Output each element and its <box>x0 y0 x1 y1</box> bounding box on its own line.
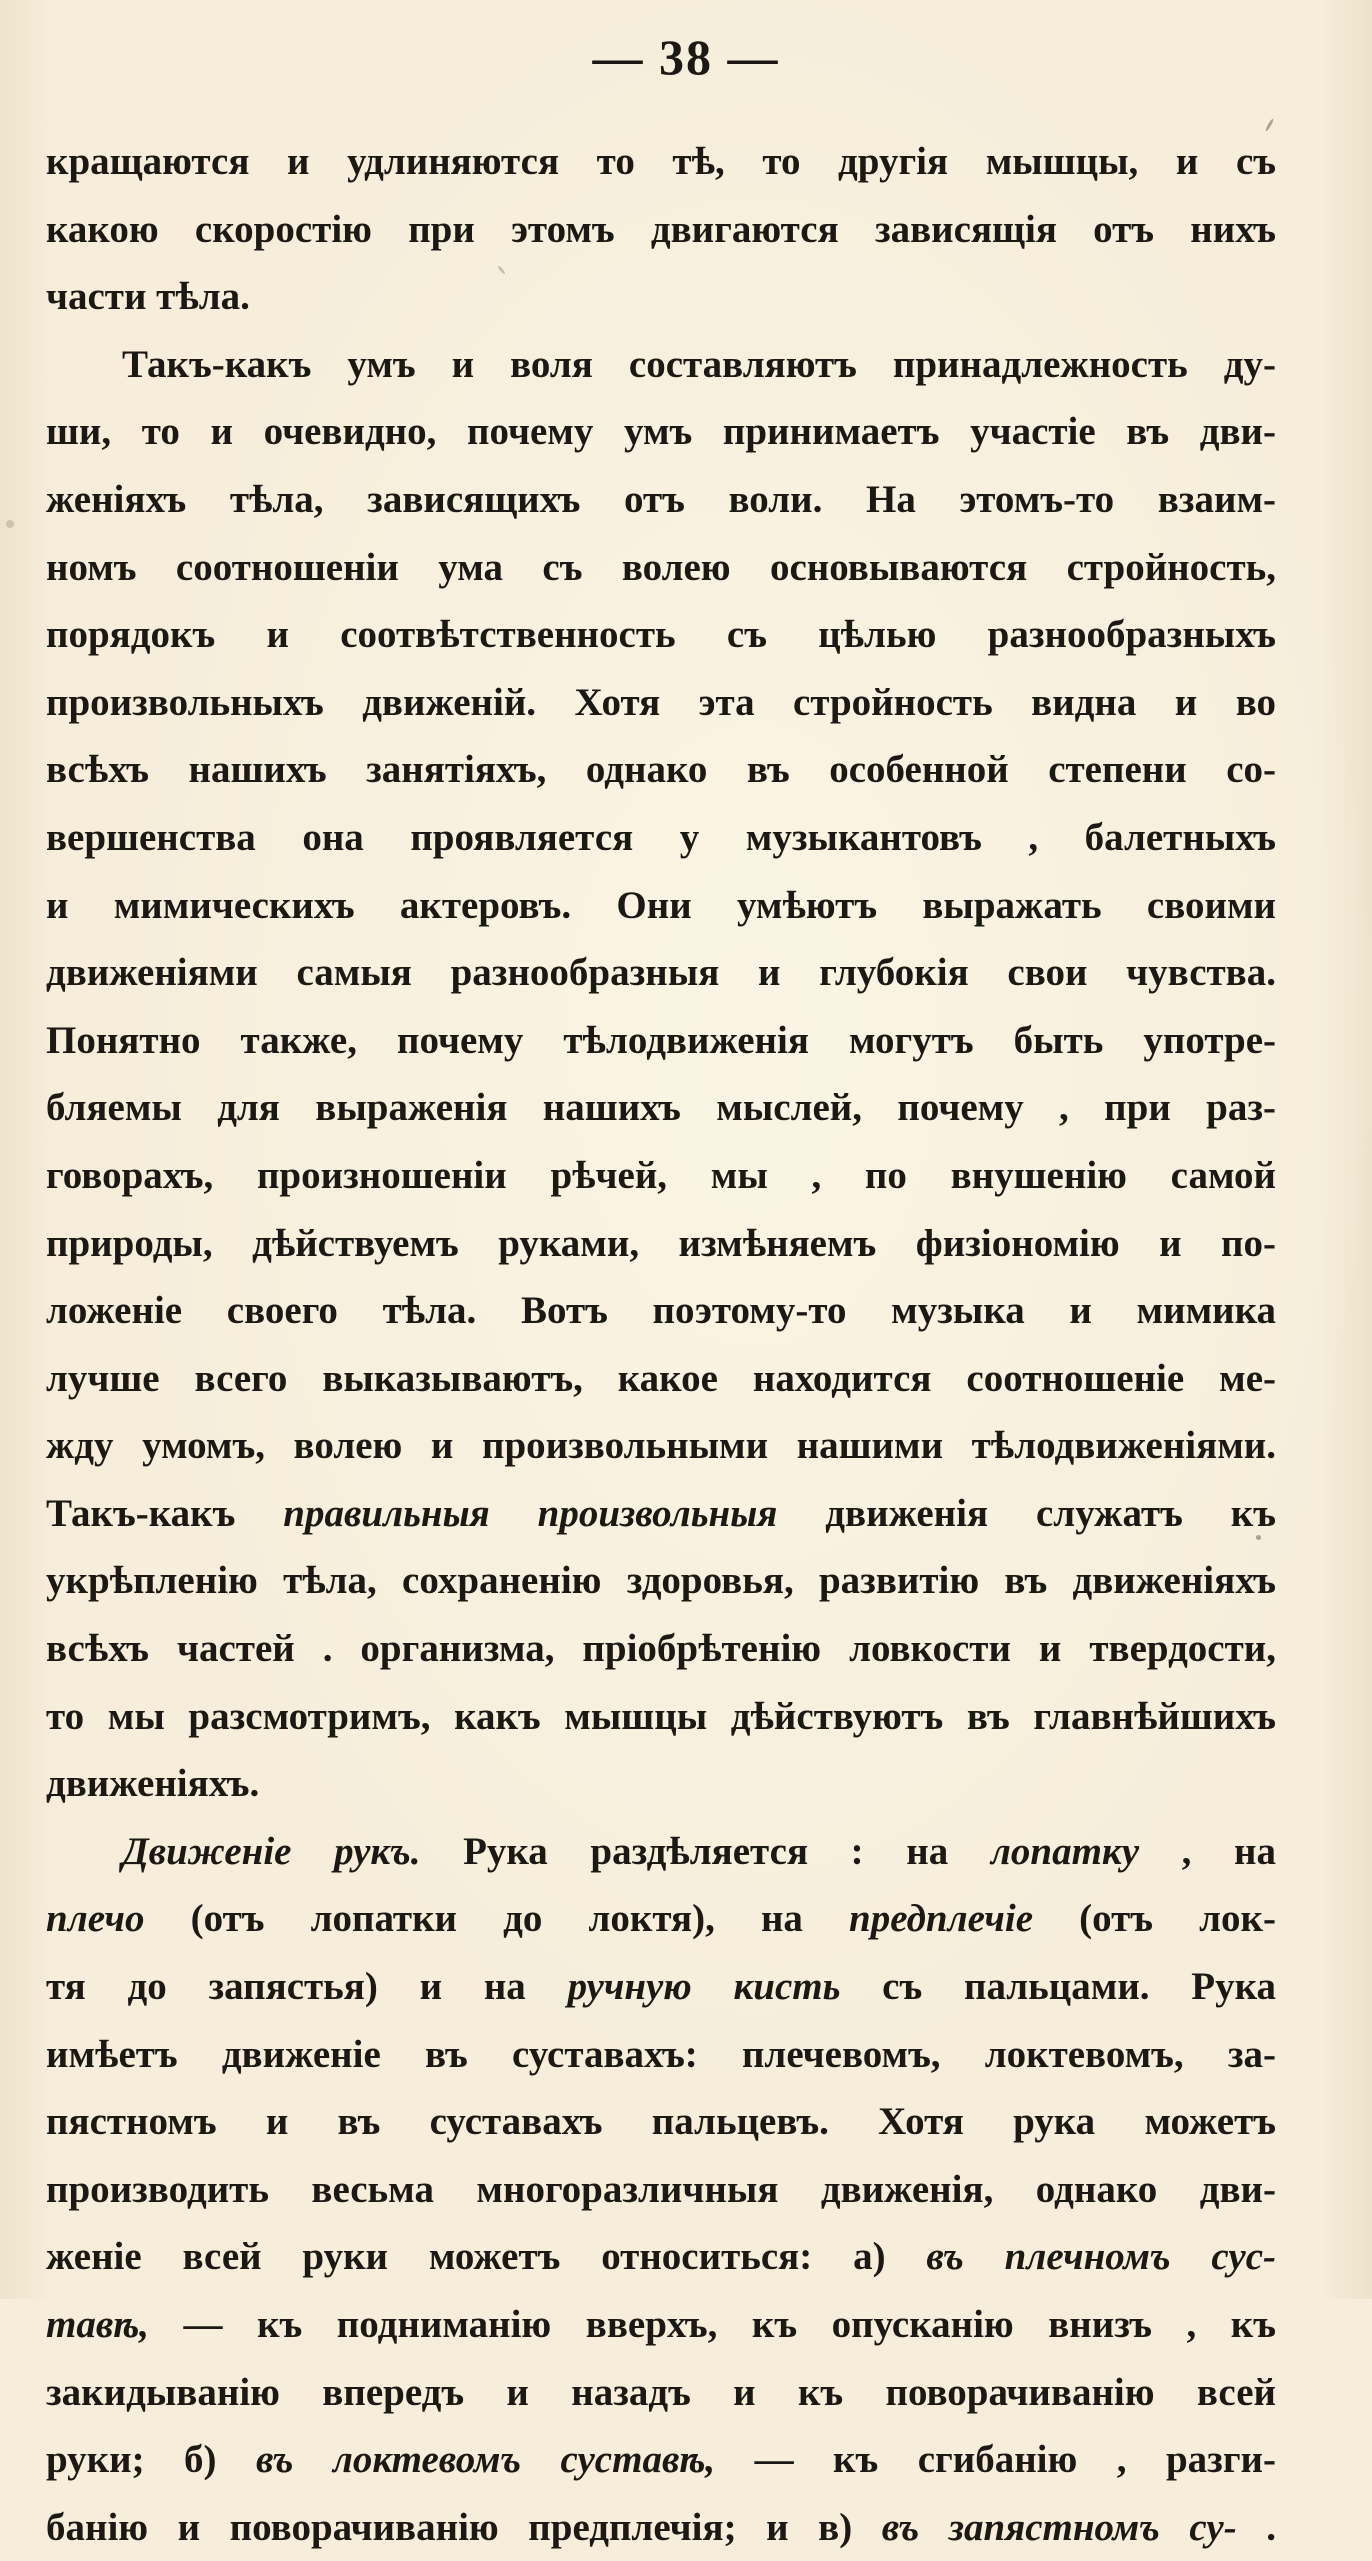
text-line: банію и поворачиванію предплечія; и в) въ запястномъ су- . <box>46 2505 1276 2549</box>
text-line: то мы разсмотримъ, какъ мышцы дѣйствуютъ въ главнѣйшихъ <box>46 1694 1276 1738</box>
text-line: какою скоростію при этомъ двигаются зависящія отъ нихъ <box>46 207 1276 251</box>
text-line: имѣетъ движеніе въ суставахъ: плечевомъ, локтевомъ, за- <box>46 2032 1276 2076</box>
text-line: ложеніе своего тѣла. Вотъ поэтому-то музыка и мимика <box>46 1289 1276 1333</box>
text-line: Движеніе рукъ. Рука раздѣляется : на лопатку , на <box>122 1829 1276 1873</box>
text-line: говорахъ, произношеніи рѣчей, мы , по внушенію самой <box>46 1153 1276 1197</box>
text-line: бляемы для выраженія нашихъ мыслей, почему , при раз- <box>46 1086 1276 1130</box>
text-line: женіе всей руки можетъ относиться: а) въ плечномъ сус- <box>46 2235 1276 2279</box>
text-line: тя до запястья) и на ручную кисть съ пальцами. Рука <box>46 1965 1276 2009</box>
body-text <box>46 128 1276 2561</box>
text-line: движеніями самыя разнообразныя и глубокія свои чувства. <box>46 951 1276 995</box>
paper-speck <box>6 520 14 528</box>
paper-speck <box>1256 1535 1261 1540</box>
text-line: части тѣла. <box>46 275 250 319</box>
text-line: Понятно также, почему тѣлодвиженія могутъ быть употре- <box>46 1018 1276 1062</box>
text-line: ши, то и очевидно, почему умъ принимаетъ участіе въ дви- <box>46 410 1276 454</box>
text-line: женіяхъ тѣла, зависящихъ отъ воли. На этомъ-то взаим- <box>46 477 1276 521</box>
text-line: производить весьма многоразличныя движенія, однако дви- <box>46 2167 1276 2211</box>
text-line: Такъ-какъ правильныя произвольныя движенія служатъ къ <box>46 1491 1276 1535</box>
text-line: произвольныхъ движеній. Хотя эта стройность видна и во <box>46 680 1276 724</box>
text-line: жду умомъ, волею и произвольными нашими тѣлодвиженіями. <box>46 1424 1276 1468</box>
text-line: кращаются и удлиняются то тѣ, то другія мышцы, и съ <box>46 140 1276 183</box>
text-line: Такъ-какъ умъ и воля составляютъ принадлежность ду- <box>122 342 1276 386</box>
text-line: лучше всего выказываютъ, какое находится соотношеніе ме- <box>46 1356 1276 1400</box>
text-line: руки; б) въ локтевомъ суставѣ, — къ сгибанію , разги- <box>46 2438 1276 2482</box>
text-line: укрѣпленію тѣла, сохраненію здоровья, развитію въ движеніяхъ <box>46 1559 1276 1603</box>
text-line: тавѣ, — къ подниманію вверхъ, къ опусканію внизъ , къ <box>46 2303 1276 2346</box>
text-line: пястномъ и въ суставахъ пальцевъ. Хотя рука можетъ <box>46 2100 1276 2144</box>
text-line: закидыванію впередъ и назадъ и къ поворачиванію всей <box>46 2370 1276 2414</box>
text-line: движеніяхъ. <box>46 1762 260 1806</box>
text-line: вершенства она проявляется у музыкантовъ , балетныхъ <box>46 815 1276 859</box>
text-line: и мимическихъ актеровъ. Они умѣютъ выражать своими <box>46 883 1276 927</box>
text-line: всѣхъ частей . организма, пріобрѣтенію ловкости и твердости, <box>46 1627 1276 1671</box>
text-line: всѣхъ нашихъ занятіяхъ, однако въ особенной степени со- <box>46 748 1276 792</box>
text-line: номъ соотношеніи ума съ волею основываются стройность, <box>46 545 1276 589</box>
text-line: порядокъ и соотвѣтственность съ цѣлью разнообразныхъ <box>46 613 1276 657</box>
text-line: плечо (отъ лопатки до локтя), на предплечіе (отъ лок- <box>46 1897 1276 1941</box>
text-line: природы, дѣйствуемъ руками, измѣняемъ физіономію и по- <box>46 1221 1276 1265</box>
page-number: — 38 — <box>592 29 780 85</box>
